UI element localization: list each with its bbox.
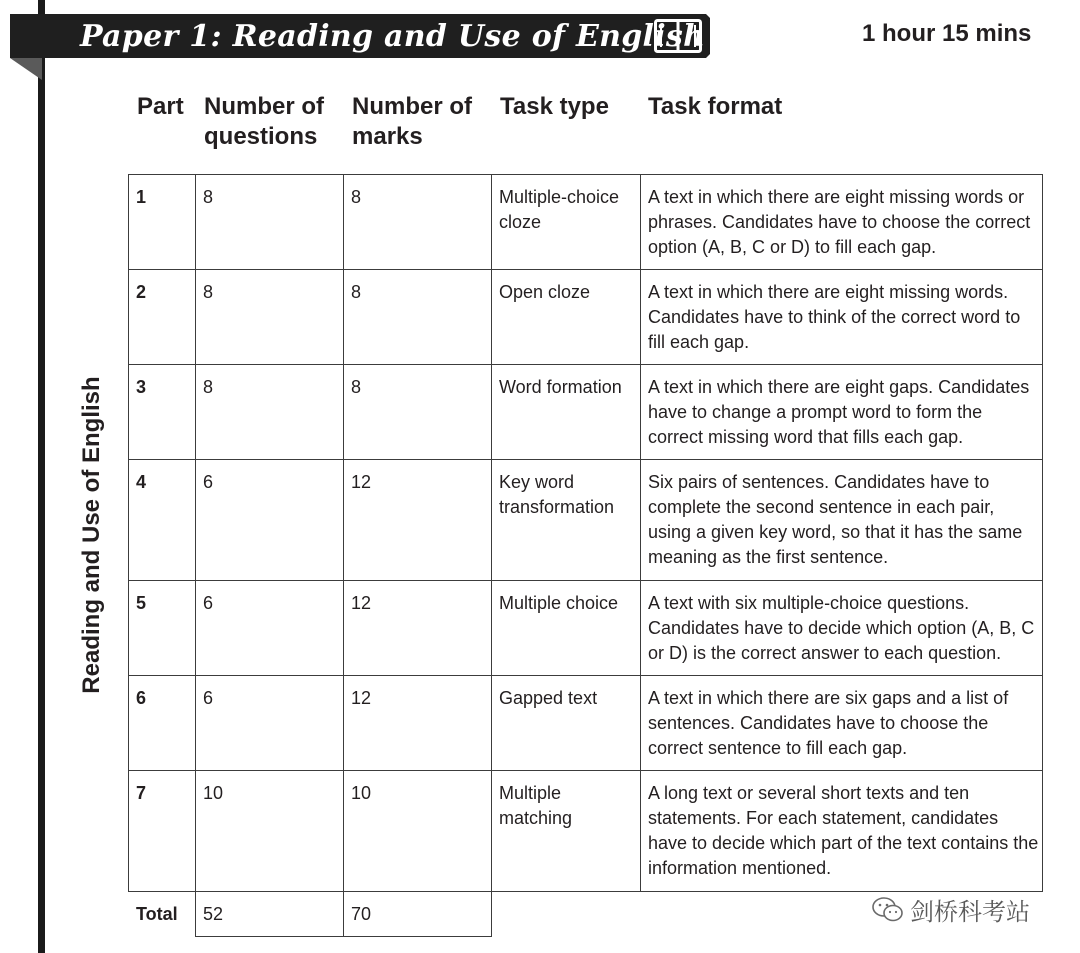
cell-part: 6 [136, 688, 147, 708]
cell-marks: 12 [351, 688, 372, 708]
table-rule [128, 364, 1043, 365]
cell-task-format: A text in which there are eight missing words or phrases. Candidates have to choose the correct option (A, B, C or D) to fill each gap. [648, 187, 1031, 257]
table-rule [491, 174, 492, 937]
cell-part: 5 [136, 593, 147, 613]
banner-fold [10, 58, 42, 80]
table-rule [128, 174, 129, 892]
cell-task-type: Multiple matching [499, 783, 573, 828]
total-label: Total [136, 904, 178, 924]
cell-part: 4 [136, 472, 147, 492]
col-header-questions: Number of questions [204, 93, 324, 150]
table-rule [195, 174, 196, 937]
table-rule [128, 675, 1043, 676]
cell-questions: 10 [203, 783, 224, 803]
cell-task-format: Six pairs of sentences. Candidates have to complete the second sentence in each pair, using a given key word, so that it has the same meaning as the first sentence. [648, 472, 1023, 567]
cell-task-format: A text in which there are eight missing words. Candidates have to think of the correct word to fill each gap. [648, 282, 1021, 352]
total-marks: 70 [351, 904, 372, 924]
cell-task-type: Key word transformation [499, 472, 615, 517]
cell-task-format: A text in which there are six gaps and a list of sentences. Candidates have to choose the correct sentence to fill each gap. [648, 688, 1009, 758]
cell-part: 1 [136, 187, 147, 207]
cell-task-format: A text with six multiple-choice questions. Candidates have to decide which option (A, B, C or D) is the correct answer to each question. [648, 593, 1035, 663]
exam-table [128, 174, 1042, 936]
col-header-marks: Number of marks [352, 93, 472, 150]
wechat-icon [872, 896, 904, 924]
table-rule [128, 459, 1043, 460]
col-header-task-type: Task type [500, 93, 609, 120]
cell-questions: 6 [203, 688, 214, 708]
section-side-label: Reading and Use of English [78, 376, 105, 694]
cell-marks: 10 [351, 783, 372, 803]
cell-task-format: A long text or several short texts and ten statements. For each statement, candidates have to decide which part of the text contains the information mentioned. [648, 783, 1039, 878]
total-questions: 52 [203, 904, 224, 924]
cell-task-format: A text in which there are eight gaps. Candidates have to change a prompt word to form the correct missing word that fills each gap. [648, 377, 1030, 447]
watermark [872, 892, 1030, 927]
cell-task-type: Open cloze [499, 282, 591, 302]
col-header-task-format: Task format [648, 93, 783, 120]
cell-task-type: Multiple choice [499, 593, 619, 613]
cell-questions: 8 [203, 187, 214, 207]
watermark-text: 剑桥科考站 [910, 899, 1030, 926]
paper-duration: 1 hour 15 mins [862, 20, 1032, 47]
table-rule [640, 174, 641, 892]
cell-task-type: Gapped text [499, 688, 598, 708]
cell-marks: 8 [351, 282, 362, 302]
cell-questions: 6 [203, 593, 214, 613]
table-rule [128, 174, 1043, 175]
cell-marks: 8 [351, 377, 362, 397]
cell-part: 3 [136, 377, 147, 397]
margin-rule [38, 0, 45, 953]
cell-part: 7 [136, 783, 147, 803]
open-book-icon [654, 19, 702, 53]
table-rule [343, 174, 344, 937]
cell-marks: 8 [351, 187, 362, 207]
table-rule [128, 269, 1043, 270]
col-header-part: Part [137, 93, 184, 120]
cell-questions: 8 [203, 282, 214, 302]
paper-title: Paper 1: Reading and Use of English [80, 19, 706, 54]
cell-questions: 6 [203, 472, 214, 492]
cell-questions: 8 [203, 377, 214, 397]
cell-task-type: Multiple-choice cloze [499, 187, 620, 232]
cell-task-type: Word formation [499, 377, 622, 397]
cell-part: 2 [136, 282, 147, 302]
cell-marks: 12 [351, 472, 372, 492]
table-rule [1042, 174, 1043, 892]
table-rule [128, 580, 1043, 581]
table-rule [128, 770, 1043, 771]
cell-marks: 12 [351, 593, 372, 613]
